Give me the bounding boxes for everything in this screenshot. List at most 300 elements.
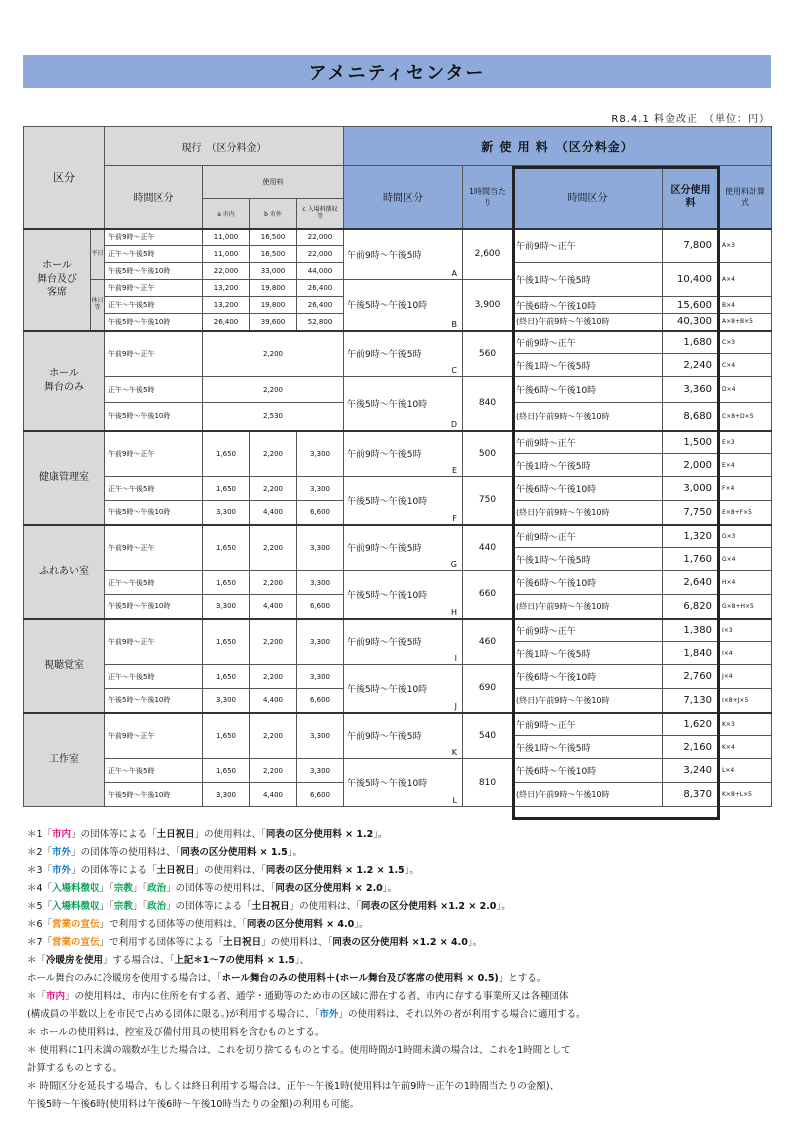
formula: C×3: [719, 331, 772, 354]
hourly-rate: 840: [463, 377, 513, 431]
new-slot-night: [344, 665, 463, 713]
new-time: 午後6時～午後10時: [513, 571, 663, 595]
note-text: (構成員の半数以上を市民で占める団体に限る。)が利用する場合に、「: [27, 1009, 320, 1020]
rate-letter: L: [452, 796, 457, 805]
note-text: 市内: [52, 829, 72, 840]
fee-c: 26,400: [297, 297, 344, 314]
hourly-rate: 500: [463, 431, 513, 477]
new-time: 午後6時～午後10時: [513, 377, 663, 403]
fee-c: 6,600: [297, 501, 344, 525]
note-text: ＊3「: [27, 865, 53, 876]
note-line: [27, 1078, 767, 1096]
formula: I×4: [719, 642, 772, 665]
fee-b: 19,800: [250, 297, 297, 314]
note-text: 営業の宣伝: [52, 937, 100, 948]
note-line: [27, 1060, 767, 1078]
note-text: 土日祝日: [251, 901, 290, 912]
note-text: 宗教: [113, 901, 133, 912]
fee-b: 2,200: [250, 713, 297, 759]
new-time: 午前9時～正午: [513, 229, 663, 263]
note-line: [27, 826, 767, 844]
note-text: 」の団体等による「: [166, 901, 252, 912]
note-text: 」の使用料は、市内に住所を有する者、通学・通勤等のため市の区域に滞在する者、市内に存する事業所又は各種団体: [65, 991, 569, 1002]
new-fee: 2,240: [663, 354, 719, 377]
new-time: 午後6時～午後10時: [513, 477, 663, 501]
header-category: 区分: [24, 127, 105, 229]
formula: D×4: [719, 377, 772, 403]
section-room-1: [24, 525, 772, 619]
new-time: 午後6時～午後10時: [513, 297, 663, 314]
note-text: 同表の区分使用料 ×1.2 × 4.0: [332, 937, 468, 948]
fee-a: 1,650: [203, 571, 250, 595]
cur-slot: 正午～午後5時: [105, 246, 203, 263]
note-text: 」の団体等の使用料は、「: [166, 883, 276, 894]
formula: K×3: [719, 713, 772, 736]
fee-a: 11,000: [203, 229, 250, 246]
note-text: ＊「: [27, 955, 47, 966]
section-hall-stage: [24, 331, 772, 431]
new-time: 午後1時～午後5時: [513, 642, 663, 665]
fee-a: 3,300: [203, 501, 250, 525]
note-text: 」。: [373, 829, 388, 840]
new-fee: 1,380: [663, 619, 719, 642]
fee-c: 3,300: [297, 431, 344, 477]
note-text: ＊ 時間区分を延長する場合、もしくは終日利用する場合は、正午～午後1時(使用料は午前9時～正午の1時間当たりの金額)、: [27, 1081, 560, 1092]
rate-letter: G: [450, 560, 457, 569]
new-fee: 6,820: [663, 595, 719, 619]
new-slot-day: [344, 525, 463, 571]
cur-slot: 正午～午後5時: [105, 571, 203, 595]
note-text: 営業の宣伝: [52, 919, 100, 930]
new-slot-night: [344, 280, 463, 331]
new-time: 午後1時～午後5時: [513, 454, 663, 477]
fee-c: 3,300: [297, 713, 344, 759]
new-time: 午前9時～正午: [513, 713, 663, 736]
new-fee: 15,600: [663, 297, 719, 314]
note-text: 市外: [52, 865, 72, 876]
cur-slot: 午前9時～正午: [105, 229, 203, 246]
hourly-rate: 560: [463, 331, 513, 377]
note-text: 」「: [132, 883, 148, 894]
new-time: (終日)午前9時～午後10時: [513, 314, 663, 331]
new-time: 午前9時～正午: [513, 525, 663, 548]
formula: A×8+B×5: [719, 314, 772, 331]
note-line: [27, 880, 767, 898]
note-line: [27, 988, 767, 1006]
fee-b: 4,400: [250, 783, 297, 807]
header-current: 現行 （区分料金）: [105, 127, 344, 166]
note-text: ホール舞台のみの使用料＋(ホール舞台及び客席の使用料 × 0.5): [221, 973, 499, 984]
rate-letter: F: [452, 513, 457, 523]
note-text: ＊5「: [27, 901, 53, 912]
cur-slot: 午前9時～正午: [105, 280, 203, 297]
note-text: 」の団体等の使用料は、「: [71, 847, 181, 858]
category-label: ホール 舞台及び 客席: [37, 260, 77, 299]
fee-c: 3,300: [297, 619, 344, 665]
new-slot-label: 午後5時～午後10時: [347, 399, 428, 410]
formula: C×4: [719, 354, 772, 377]
formula: B×4: [719, 297, 772, 314]
cur-slot: 正午～午後5時: [105, 665, 203, 689]
fee-b: 2,200: [250, 759, 297, 783]
fee-b: 33,000: [250, 263, 297, 280]
formula: J×4: [719, 665, 772, 689]
new-slot-day: [344, 713, 463, 759]
new-fee: 1,500: [663, 431, 719, 454]
hourly-rate: 660: [463, 571, 513, 619]
note-text: 」の使用料は、「: [194, 865, 266, 876]
cur-slot: 午後5時～午後10時: [105, 263, 203, 280]
new-time: (終日)午前9時～午後10時: [513, 783, 663, 807]
cur-slot: 午前9時～正午: [105, 525, 203, 571]
revision-note: R8.4.1 料金改正 （単位：円）: [611, 114, 770, 125]
note-text: 」。: [404, 865, 419, 876]
note-text: ＊1「: [27, 829, 53, 840]
note-text: 土日祝日: [156, 829, 195, 840]
note-line: [27, 1024, 767, 1042]
cur-slot: 正午～午後5時: [105, 759, 203, 783]
new-fee: 3,360: [663, 377, 719, 403]
fee-table: [23, 126, 772, 807]
fee-b: 2,200: [250, 525, 297, 571]
fee-c: 3,300: [297, 525, 344, 571]
fee-a: 1,650: [203, 619, 250, 665]
note-text: 政治: [147, 901, 167, 912]
note-text: 」の団体等による「: [71, 865, 157, 876]
category-name: ふれあい室: [24, 525, 105, 619]
header-cur-time: 時間区分: [105, 166, 203, 229]
hourly-rate: 540: [463, 713, 513, 759]
fee-a: 13,200: [203, 297, 250, 314]
note-text: 」。: [496, 901, 511, 912]
new-fee: 2,160: [663, 736, 719, 759]
fee-a: 3,300: [203, 689, 250, 713]
new-time: 午後6時～午後10時: [513, 759, 663, 783]
fee-a: 1,650: [203, 431, 250, 477]
note-text: ＊ 使用料に1円未満の端数が生じた場合は、これを切り捨てるものとする。使用時間が1時間未満の場合は、これを1時間として: [27, 1045, 571, 1056]
formula: C×8+D×5: [719, 403, 772, 431]
hourly-rate: 3,900: [463, 280, 513, 331]
new-time: 午後1時～午後5時: [513, 354, 663, 377]
rate-letter: C: [451, 366, 457, 375]
new-fee: 2,640: [663, 571, 719, 595]
cur-slot: 午後5時～午後10時: [105, 403, 203, 431]
note-text: 」。: [354, 919, 369, 930]
note-text: ＊2「: [27, 847, 53, 858]
formula: E×3: [719, 431, 772, 454]
note-text: 」の団体等による「: [71, 829, 157, 840]
new-fee: 1,620: [663, 713, 719, 736]
hourly-rate: 440: [463, 525, 513, 571]
new-slot-label: 午前9時～午後5時: [347, 732, 422, 743]
note-text: 入場料徴収: [52, 901, 100, 912]
fee-c: 44,000: [297, 263, 344, 280]
formula: L×4: [719, 759, 772, 783]
note-line: [27, 1006, 767, 1024]
weekday-label: 平日: [91, 229, 105, 280]
notes-section: [27, 826, 767, 1114]
fee-c: 3,300: [297, 759, 344, 783]
cur-slot: 午後5時～午後10時: [105, 595, 203, 619]
fee-c: 22,000: [297, 246, 344, 263]
note-line: [27, 1096, 767, 1114]
note-text: 」。: [467, 937, 483, 948]
new-time: (終日)午前9時～午後10時: [513, 403, 663, 431]
fee-flat: 2,530: [203, 403, 344, 431]
note-text: 同表の区分使用料 × 1.2 × 1.5: [265, 865, 405, 876]
new-slot-label: 午前9時～午後5時: [347, 350, 422, 361]
note-text: 」とする。: [498, 973, 547, 984]
formula: K×4: [719, 736, 772, 759]
note-text: ＊7「: [27, 937, 53, 948]
category-name: [24, 331, 105, 431]
fee-a: 1,650: [203, 477, 250, 501]
hourly-rate: 690: [463, 665, 513, 713]
note-line: [27, 934, 767, 952]
fee-a: 22,000: [203, 263, 250, 280]
note-line: [27, 862, 767, 880]
fee-c: 6,600: [297, 689, 344, 713]
new-slot-label: 午前9時～午後5時: [347, 638, 422, 649]
note-text: 」「: [99, 883, 114, 894]
fee-c: 3,300: [297, 665, 344, 689]
header-col-a: a 市内: [203, 199, 250, 229]
new-time: (終日)午前9時～午後10時: [513, 595, 663, 619]
note-text: 」の使用料は、「: [194, 829, 266, 840]
rate-letter: H: [450, 607, 457, 617]
new-slot-label: 午後5時～午後10時: [347, 301, 428, 312]
note-text: 」で利用する団体等による「: [99, 937, 224, 948]
formula: I×3: [719, 619, 772, 642]
note-text: 同表の区分使用料 × 1.2: [265, 829, 374, 840]
header-usage-fee: 使用料: [203, 166, 344, 199]
note-text: ホール舞台のみに冷暖房を使用する場合は、「: [27, 973, 222, 984]
category-name: 工作室: [24, 713, 105, 807]
new-time: 午後1時～午後5時: [513, 263, 663, 297]
rate-letter: D: [450, 419, 457, 429]
note-text: 」、: [294, 955, 310, 966]
new-time: 午前9時～正午: [513, 331, 663, 354]
note-text: 入場料徴収: [52, 883, 100, 894]
new-slot-label: 午後5時～午後10時: [347, 684, 428, 695]
note-line: [27, 1042, 767, 1060]
page-title: アメニティセンター: [23, 55, 771, 88]
fee-c: 52,800: [297, 314, 344, 331]
cur-slot: 午後5時～午後10時: [105, 314, 203, 331]
category-name: 健康管理室: [24, 431, 105, 525]
fee-a: 3,300: [203, 595, 250, 619]
note-line: [27, 916, 767, 934]
fee-c: 6,600: [297, 783, 344, 807]
new-fee: 2,760: [663, 665, 719, 689]
fee-c: 22,000: [297, 229, 344, 246]
new-slot-label: 午後5時～午後10時: [347, 590, 428, 601]
note-text: ＊6「: [27, 919, 53, 930]
new-fee: 40,300: [663, 314, 719, 331]
note-text: 冷暖房を使用: [46, 955, 104, 966]
formula: G×4: [719, 548, 772, 571]
note-text: 」の使用料は、「: [261, 937, 333, 948]
fee-b: 2,200: [250, 665, 297, 689]
formula: G×3: [719, 525, 772, 548]
note-text: 計算するものとする。: [27, 1063, 123, 1074]
cur-slot: 正午～午後5時: [105, 477, 203, 501]
new-fee: 1,320: [663, 525, 719, 548]
new-time: 午前9時～正午: [513, 431, 663, 454]
new-fee: 2,000: [663, 454, 719, 477]
new-slot-label: 午前9時～午後5時: [347, 450, 422, 461]
hourly-rate: 810: [463, 759, 513, 807]
formula: A×4: [719, 263, 772, 297]
fee-a: 26,400: [203, 314, 250, 331]
note-text: 」。: [382, 883, 398, 894]
new-fee: 8,370: [663, 783, 719, 807]
new-fee: 1,760: [663, 548, 719, 571]
note-text: 市内: [46, 991, 66, 1002]
header-formula: 使用料計算式: [719, 166, 772, 229]
new-slot-day: [344, 619, 463, 665]
fee-a: 1,650: [203, 665, 250, 689]
fee-a: 1,650: [203, 525, 250, 571]
new-fee: 8,680: [663, 403, 719, 431]
fee-c: 3,300: [297, 571, 344, 595]
fee-c: 6,600: [297, 595, 344, 619]
formula: H×4: [719, 571, 772, 595]
new-fee: 7,750: [663, 501, 719, 525]
note-text: 土日祝日: [156, 865, 195, 876]
formula: K×8+L×5: [719, 783, 772, 807]
formula: A×3: [719, 229, 772, 263]
hourly-rate: 750: [463, 477, 513, 525]
note-text: ＊「: [27, 991, 47, 1002]
fee-flat: 2,200: [203, 331, 344, 377]
fee-a: 11,000: [203, 246, 250, 263]
header-new: 新 使 用 料 （区分料金）: [344, 127, 772, 166]
category-name: [24, 229, 91, 331]
note-text: 」「: [132, 901, 148, 912]
new-time: (終日)午前9時～午後10時: [513, 501, 663, 525]
note-text: 」。: [287, 847, 302, 858]
header-hourly: 1時間当たり: [463, 166, 513, 229]
note-text: 」で利用する団体等の使用料は、「: [99, 919, 247, 930]
note-line: [27, 898, 767, 916]
note-text: 市外: [52, 847, 72, 858]
hourly-rate: 2,600: [463, 229, 513, 280]
new-fee: 7,130: [663, 689, 719, 713]
new-time: (終日)午前9時～午後10時: [513, 689, 663, 713]
new-slot-night: [344, 759, 463, 807]
new-fee: 3,000: [663, 477, 719, 501]
fee-b: 4,400: [250, 595, 297, 619]
formula: F×4: [719, 477, 772, 501]
cur-slot: 午後5時～午後10時: [105, 689, 203, 713]
note-line: [27, 970, 767, 988]
note-text: 同表の区分使用料 × 4.0: [246, 919, 355, 930]
fee-flat: 2,200: [203, 377, 344, 403]
category-label: ホール 舞台のみ: [44, 368, 84, 393]
note-text: 同表の区分使用料 ×1.2 × 2.0: [360, 901, 497, 912]
header-fee: 区分使用料: [663, 166, 719, 229]
new-slot-day: [344, 229, 463, 280]
note-text: 」の使用料は、それ以外の者が利用する場合に適用する。: [338, 1009, 586, 1020]
new-slot-label: 午後5時～午後10時: [347, 779, 428, 789]
note-line: [27, 952, 767, 970]
new-time: 午後6時～午後10時: [513, 665, 663, 689]
formula: E×4: [719, 454, 772, 477]
header-col-b: b 市外: [250, 199, 297, 229]
note-text: ＊ ホールの使用料は、控室及び備付用具の使用料を含むものとする。: [27, 1027, 325, 1038]
cur-slot: 午前9時～正午: [105, 713, 203, 759]
new-fee: 1,680: [663, 331, 719, 354]
cur-slot: 午前9時～正午: [105, 431, 203, 477]
new-fee: 7,800: [663, 229, 719, 263]
holiday-label: 休日等: [91, 280, 105, 331]
section-room-0: [24, 431, 772, 525]
rate-letter: E: [451, 466, 457, 475]
hourly-rate: 460: [463, 619, 513, 665]
new-slot-night: [344, 477, 463, 525]
new-slot-label: 午前9時～午後5時: [347, 250, 422, 261]
header-col-c: c 入場料徴収等: [297, 199, 344, 229]
cur-slot: 正午～午後5時: [105, 377, 203, 403]
note-text: 上記＊1～7の使用料 × 1.5: [174, 955, 295, 966]
note-text: 午後5時～午後6時(使用料は午後6時～午後10時当たりの金額)の利用も可能。: [27, 1099, 360, 1110]
header-new-time: 時間区分: [344, 166, 463, 229]
formula: E×8+F×5: [719, 501, 772, 525]
section-room-3: [24, 713, 772, 807]
fee-a: 13,200: [203, 280, 250, 297]
note-text: 宗教: [113, 883, 133, 894]
fee-b: 2,200: [250, 619, 297, 665]
new-slot-day: [344, 431, 463, 477]
new-time: 午後1時～午後5時: [513, 548, 663, 571]
fee-b: 2,200: [250, 431, 297, 477]
note-text: 」「: [99, 901, 114, 912]
formula: I×8+J×5: [719, 689, 772, 713]
fee-b: 2,200: [250, 571, 297, 595]
new-slot-night: [344, 377, 463, 431]
rate-letter: K: [451, 748, 457, 757]
new-time: 午前9時～正午: [513, 619, 663, 642]
new-time: 午後1時～午後5時: [513, 736, 663, 759]
section-room-2: [24, 619, 772, 713]
new-fee: 10,400: [663, 263, 719, 297]
section-hall-full: [24, 229, 772, 331]
new-slot-label: 午後5時～午後10時: [347, 496, 428, 507]
fee-b: 39,600: [250, 314, 297, 331]
cur-slot: 午後5時～午後10時: [105, 783, 203, 807]
note-text: 」の使用料は、「: [289, 901, 361, 912]
fee-c: 26,400: [297, 280, 344, 297]
note-text: 土日祝日: [223, 937, 262, 948]
new-fee: 1,840: [663, 642, 719, 665]
note-text: ＊4「: [27, 883, 53, 894]
note-text: 市外: [319, 1009, 339, 1020]
fee-c: 3,300: [297, 477, 344, 501]
fee-b: 4,400: [250, 501, 297, 525]
new-slot-night: [344, 571, 463, 619]
rate-letter: B: [451, 319, 457, 329]
new-slot-label: 午前9時～午後5時: [347, 544, 422, 555]
rate-letter: I: [454, 654, 457, 663]
rate-letter: A: [451, 269, 457, 278]
formula: G×8+H×5: [719, 595, 772, 619]
cur-slot: 午前9時～正午: [105, 619, 203, 665]
header-new-time2: 時間区分: [513, 166, 663, 229]
note-text: 」する場合は、「: [103, 955, 175, 966]
fee-b: 4,400: [250, 689, 297, 713]
rate-letter: J: [454, 701, 457, 711]
